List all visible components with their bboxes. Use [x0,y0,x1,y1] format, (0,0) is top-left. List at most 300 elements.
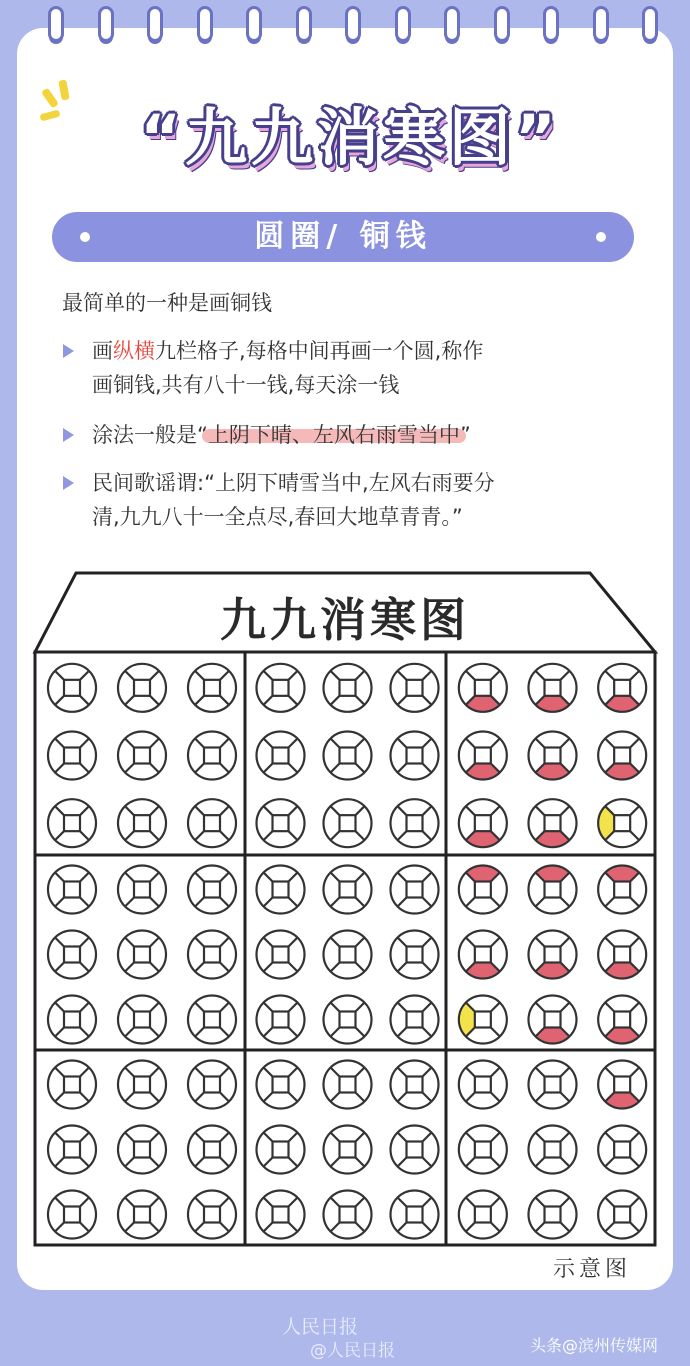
coin-spoke [289,1068,298,1077]
coin-spoke [356,1133,365,1142]
coin-spoke [466,1198,475,1207]
coin-square [134,748,150,764]
coin-spoke [220,1158,229,1167]
coin-spoke [220,806,229,815]
coin-spoke [125,764,134,773]
coin-spoke [195,1158,204,1167]
coin-spoke [220,873,229,882]
coin-square [475,1142,491,1158]
coin-spoke [80,696,89,705]
coin-spoke [264,1223,273,1232]
coin-spoke [466,898,475,907]
coin-spoke [398,764,407,773]
coin-spoke [264,1068,273,1077]
coin-spoke [398,1068,407,1077]
coin-spoke [150,963,159,972]
coin-spoke [491,1223,500,1232]
coin-spoke [561,1093,570,1102]
coin-spoke [264,671,273,680]
coin-square [407,1207,423,1223]
coin-spoke [55,764,64,773]
coin-square [545,882,561,898]
coin-spoke [220,671,229,680]
bullet-1-text-2: 九栏格子,每格中间再画一个圆,称作 [155,339,484,363]
coin-square [545,1207,561,1223]
coin-spoke [331,739,340,748]
coin-spoke [398,1223,407,1232]
coin-spoke [80,739,89,748]
coin-spoke [423,764,432,773]
coin-spoke [55,1003,64,1012]
watermark-top: 人民日报 [282,1316,359,1338]
coin-square [204,815,220,831]
coin-spoke [331,1068,340,1077]
coin-spoke [195,1198,204,1207]
coin-spoke [356,898,365,907]
coin-spoke [150,898,159,907]
coin-spoke [331,873,340,882]
coin-spoke [125,1133,134,1142]
coin-spoke [55,1198,64,1207]
coin-spoke [536,739,545,748]
coin-square [340,1077,356,1093]
coin-square [273,748,289,764]
coin-spoke [150,873,159,882]
coin-spoke [536,1093,545,1102]
coin-spoke [491,1028,500,1037]
coin-spoke [220,739,229,748]
coin-spoke [356,806,365,815]
coin-spoke [398,831,407,840]
coin-spoke [264,898,273,907]
coin-square [64,1207,80,1223]
coin-square [134,882,150,898]
coin-square [134,680,150,696]
coin-spoke [220,1133,229,1142]
coin-spoke [195,938,204,947]
coin-spoke [125,1003,134,1012]
coin-spoke [491,1133,500,1142]
coin-square [475,947,491,963]
coin-spoke [630,1198,639,1207]
coin-square [273,815,289,831]
coin-square [340,882,356,898]
coin-spoke [220,1093,229,1102]
coin-spoke [491,938,500,947]
coin-spoke [423,806,432,815]
coin-square [614,748,630,764]
coin-spoke [80,671,89,680]
coin-spoke [264,1158,273,1167]
coin-square [134,1207,150,1223]
coin-square [614,1207,630,1223]
coin-spoke [331,831,340,840]
coin-spoke [125,671,134,680]
coin-spoke [630,898,639,907]
coin-spoke [289,873,298,882]
coin-spoke [356,1003,365,1012]
coin-square [64,882,80,898]
coin-spoke [423,938,432,947]
coin-spoke [125,1223,134,1232]
coin-square [134,815,150,831]
coin-spoke [264,873,273,882]
coin-spoke [289,1003,298,1012]
coin-square [340,748,356,764]
coin-spoke [264,1093,273,1102]
coin-spoke [423,873,432,882]
coin-spoke [536,1158,545,1167]
coin-spoke [55,1093,64,1102]
coin-square [475,1077,491,1093]
coin-spoke [356,938,365,947]
coin-square [204,1142,220,1158]
coin-spoke [55,739,64,748]
coin-square [475,815,491,831]
coin-spoke [80,873,89,882]
coin-spoke [55,1133,64,1142]
coin-spoke [491,898,500,907]
coin-square [545,815,561,831]
coin-square [475,882,491,898]
coin-square [64,947,80,963]
coin-spoke [195,806,204,815]
coin-spoke [55,1028,64,1037]
coin-square [407,947,423,963]
coin-spoke [289,696,298,705]
coin-spoke [150,1003,159,1012]
coin-spoke [605,671,614,680]
coin-spoke [398,873,407,882]
coin-square [614,1142,630,1158]
coin-spoke [331,963,340,972]
coin-spoke [423,1003,432,1012]
coin-square [614,680,630,696]
coin-spoke [398,1198,407,1207]
coin-spoke [80,1028,89,1037]
coin-square [340,1012,356,1028]
coin-spoke [55,696,64,705]
coin-spoke [423,831,432,840]
coin-spoke [605,1003,614,1012]
coin-spoke [195,831,204,840]
credit-text: 头条@滨州传媒网 [530,1336,659,1355]
coin-spoke [331,898,340,907]
coin-spoke [150,671,159,680]
bullet-3-line1: 民间歌谣谓:“上阴下晴雪当中,左风右雨要分 [92,471,495,495]
coin-spoke [150,1068,159,1077]
coin-spoke [423,739,432,748]
coin-spoke [398,1093,407,1102]
coin-square [64,1012,80,1028]
coin-spoke [491,1198,500,1207]
coin-spoke [466,739,475,748]
coin-spoke [466,806,475,815]
bullet-1-red: 纵横 [113,339,155,363]
coin-spoke [289,938,298,947]
coin-spoke [536,1198,545,1207]
coin-spoke [356,963,365,972]
coin-spoke [264,1003,273,1012]
coin-square [204,680,220,696]
coin-square [407,748,423,764]
watermark: @人民日报 [310,1341,395,1361]
coin-square [475,1207,491,1223]
coin-spoke [536,1068,545,1077]
coin-spoke [356,671,365,680]
coin-square [340,680,356,696]
coin-spoke [150,1133,159,1142]
caption: 示意图 [553,1257,632,1282]
coin-spoke [125,831,134,840]
coin-spoke [536,938,545,947]
coin-spoke [466,938,475,947]
coin-square [614,947,630,963]
coin-spoke [150,696,159,705]
coin-spoke [491,671,500,680]
coin-spoke [423,1028,432,1037]
coin-spoke [423,898,432,907]
coin-spoke [356,1198,365,1207]
coin-spoke [423,1198,432,1207]
coin-spoke [195,1068,204,1077]
coin-spoke [289,739,298,748]
coin-spoke [289,764,298,773]
coin-square [614,1012,630,1028]
coin-spoke [264,696,273,705]
coin-spoke [80,963,89,972]
coin-spoke [561,739,570,748]
coin-spoke [423,1158,432,1167]
coin-spoke [466,1068,475,1077]
coin-spoke [80,1093,89,1102]
coin-spoke [331,1158,340,1167]
intro-text: 最简单的一种是画铜钱 [62,291,272,315]
coin-spoke [356,1223,365,1232]
coin-square [273,947,289,963]
coin-spoke [561,938,570,947]
coin-spoke [289,1158,298,1167]
coin-spoke [630,1133,639,1142]
coin-spoke [220,963,229,972]
coin-square [340,947,356,963]
bullet-2-text: 涂法一般是“ [92,423,208,447]
coin-spoke [423,671,432,680]
coin-square [545,1077,561,1093]
coin-spoke [55,806,64,815]
coin-square [273,1142,289,1158]
coin-spoke [150,764,159,773]
coin-spoke [561,1133,570,1142]
coin-spoke [331,1093,340,1102]
coin-square [545,748,561,764]
coin-spoke [55,938,64,947]
coin-spoke [195,1028,204,1037]
coin-square [204,947,220,963]
coin-spoke [331,1223,340,1232]
coin-spoke [561,1068,570,1077]
coin-spoke [398,1028,407,1037]
coin-spoke [605,938,614,947]
coin-spoke [220,938,229,947]
coin-spoke [220,898,229,907]
coin-spoke [466,1133,475,1142]
coin-spoke [220,1028,229,1037]
coin-spoke [491,806,500,815]
coin-spoke [289,831,298,840]
coin-spoke [289,1223,298,1232]
coin-spoke [398,696,407,705]
coin-spoke [55,1158,64,1167]
coin-spoke [331,764,340,773]
coin-square [134,1142,150,1158]
coin-spoke [536,671,545,680]
coin-spoke [195,696,204,705]
coin-spoke [195,739,204,748]
coin-square [545,1142,561,1158]
coin-spoke [423,1093,432,1102]
coin-square [273,882,289,898]
bullet-1-line2: 画铜钱,共有八十一钱,每天涂一钱 [92,373,400,397]
coin-spoke [561,1198,570,1207]
coin-grid [35,652,655,1245]
coin-spoke [398,806,407,815]
coin-spoke [289,963,298,972]
coin-spoke [80,898,89,907]
coin-spoke [195,963,204,972]
coin-spoke [630,1068,639,1077]
coin-spoke [55,963,64,972]
bullet-2-text-2: ” [459,423,471,447]
coin-spoke [195,1133,204,1142]
coin-spoke [80,806,89,815]
coin-spoke [125,739,134,748]
coin-spoke [195,873,204,882]
coin-spoke [289,1133,298,1142]
coin-spoke [605,1223,614,1232]
coin-spoke [630,739,639,748]
coin-spoke [398,739,407,748]
coin-spoke [125,1028,134,1037]
bullet-3-line2: 清,九九八十一全点尽,春回大地草青青。” [92,505,463,529]
coin-spoke [264,938,273,947]
coin-square [407,1012,423,1028]
coin-spoke [195,1003,204,1012]
coin-spoke [289,671,298,680]
coin-spoke [561,806,570,815]
coin-spoke [264,806,273,815]
coin-spoke [605,898,614,907]
coin-spoke [423,963,432,972]
coin-spoke [125,696,134,705]
coin-spoke [195,1223,204,1232]
coin-spoke [55,1223,64,1232]
bullet-2-highlight: 上阴下晴、左风右雨雪当中 [207,423,460,447]
coin-spoke [125,806,134,815]
coin-spoke [356,696,365,705]
coin-spoke [491,1068,500,1077]
coin-spoke [466,671,475,680]
coin-spoke [125,873,134,882]
coin-spoke [561,1003,570,1012]
coin-spoke [398,1158,407,1167]
coin-spoke [150,739,159,748]
coin-spoke [80,764,89,773]
coin-spoke [630,806,639,815]
coin-spoke [220,696,229,705]
coin-spoke [630,671,639,680]
coin-spoke [289,1093,298,1102]
coin-square [204,748,220,764]
coin-spoke [536,1223,545,1232]
coin-spoke [561,898,570,907]
coin-square [134,1077,150,1093]
coin-spoke [195,764,204,773]
coin-square [273,680,289,696]
coin-spoke [466,1223,475,1232]
coin-square [64,815,80,831]
coin-spoke [80,938,89,947]
coin-spoke [331,696,340,705]
coin-square [407,680,423,696]
coin-spoke [536,806,545,815]
coin-spoke [331,806,340,815]
coin-spoke [195,671,204,680]
coin-spoke [491,1003,500,1012]
coin-spoke [423,1133,432,1142]
coin-square [407,1077,423,1093]
coin-spoke [264,739,273,748]
coin-square [340,815,356,831]
coin-square [475,748,491,764]
coin-spoke [55,898,64,907]
coin-spoke [289,1028,298,1037]
coin-spoke [561,1223,570,1232]
coin-spoke [125,898,134,907]
coin-spoke [125,1068,134,1077]
coin-square [134,1012,150,1028]
coin-square [614,815,630,831]
coin-square [614,882,630,898]
coin-spoke [630,1158,639,1167]
coin-spoke [423,1068,432,1077]
coin-spoke [220,831,229,840]
coin-spoke [423,696,432,705]
coin-spoke [289,806,298,815]
coin-spoke [220,1068,229,1077]
coin-spoke [561,1158,570,1167]
coin-spoke [356,831,365,840]
coin-spoke [195,1093,204,1102]
coin-spoke [398,671,407,680]
coin-spoke [356,873,365,882]
coin-square [407,882,423,898]
coin-square [64,1077,80,1093]
coin-spoke [356,764,365,773]
coin-spoke [331,1198,340,1207]
coin-spoke [630,1003,639,1012]
coin-square [545,947,561,963]
coin-square [204,1012,220,1028]
coin-spoke [398,1003,407,1012]
coin-spoke [605,1068,614,1077]
coin-spoke [125,963,134,972]
coin-square [64,1142,80,1158]
coin-spoke [80,1133,89,1142]
coin-spoke [561,671,570,680]
coin-spoke [264,764,273,773]
coin-spoke [466,1093,475,1102]
